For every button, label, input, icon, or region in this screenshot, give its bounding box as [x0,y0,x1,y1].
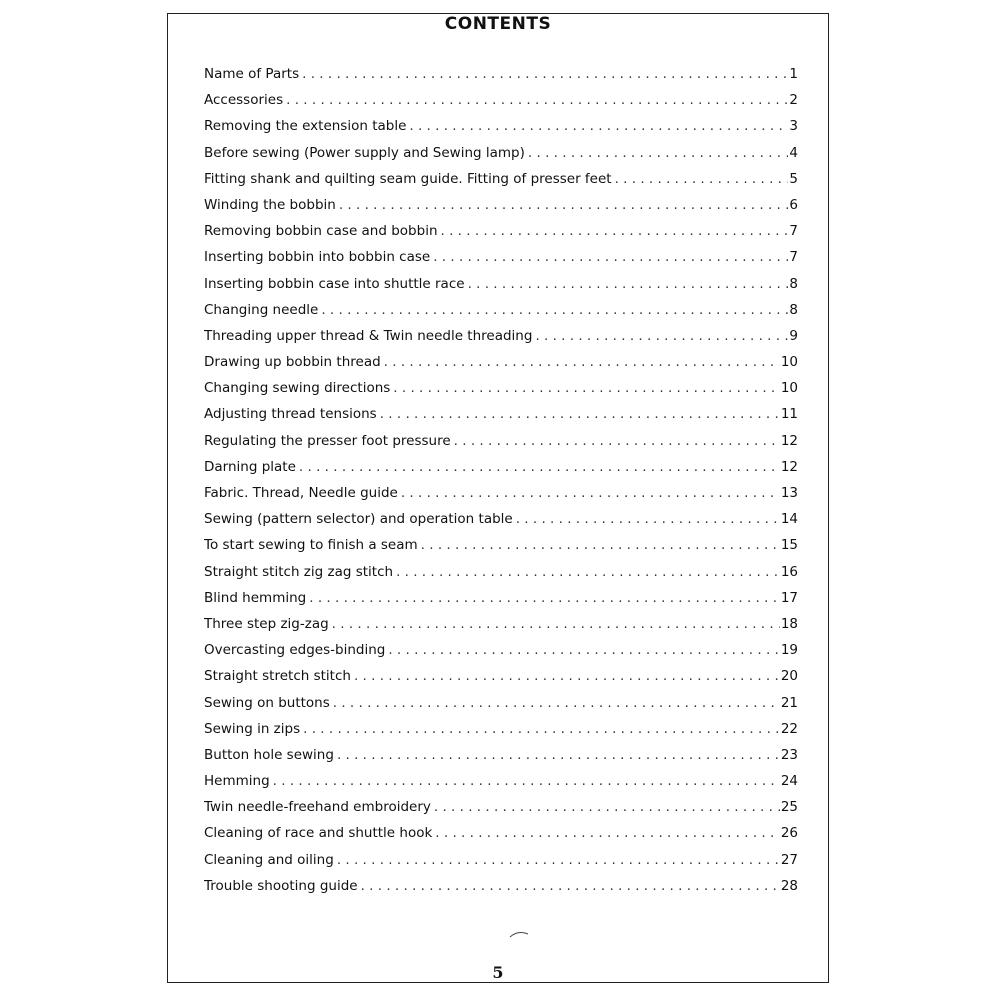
toc-dot-leader [333,695,780,711]
toc-entry-page: 2 [789,92,798,109]
toc-entry-label: To start sewing to finish a seam [204,537,418,554]
toc-entry-label: Sewing in zips [204,720,301,737]
toc-entry-page: 4 [789,144,798,161]
toc-entry [204,564,798,590]
toc-dot-leader [396,564,780,580]
toc-dot-leader [303,721,780,737]
toc-entry-label: Blind hemming [204,589,307,606]
toc-entry-page: 10 [780,354,798,371]
toc-entry-page: 9 [789,327,798,344]
toc-entry-page: 22 [780,720,798,737]
toc-entry-label: Adjusting thread tensions [204,406,377,423]
toc-dot-leader [535,328,788,344]
toc-entry-label: Trouble shooting guide [204,877,358,894]
toc-entry-page: 19 [780,642,798,659]
page-number: 5 [492,963,504,982]
toc-entry [204,354,798,380]
toc-entry-page: 6 [789,196,798,213]
toc-dot-leader [302,66,788,82]
toc-entry [204,171,798,197]
toc-entry [204,537,798,563]
toc-dot-leader [468,276,789,292]
toc-entry [204,459,798,485]
toc-entry-label: Straight stitch zig zag stitch [204,563,394,580]
toc-entry-label: Regulating the presser foot pressure [204,432,451,449]
toc-entry-label: Removing bobbin case and bobbin [204,223,438,240]
document-page [167,13,829,983]
toc-entry-label: Removing the extension table [204,118,407,135]
table-of-contents [204,66,798,904]
toc-entry [204,145,798,171]
toc-dot-leader [454,433,780,449]
toc-entry-label: Drawing up bobbin thread [204,354,381,371]
toc-entry-page: 5 [789,170,798,187]
toc-entry [204,852,798,878]
toc-entry-label: Winding the bobbin [204,196,336,213]
toc-dot-leader [380,406,780,422]
toc-dot-leader [299,459,780,475]
toc-dot-leader [361,878,780,894]
toc-entry-label: Fitting shank and quilting seam guide. Fitting of presser feet [204,170,612,187]
toc-entry-label: Changing needle [204,301,319,318]
toc-entry-page: 23 [780,746,798,763]
toc-dot-leader [321,302,788,318]
toc-dot-leader [393,380,780,396]
toc-dot-leader [434,799,780,815]
toc-entry [204,773,798,799]
toc-entry-label: Name of Parts [204,66,300,82]
toc-dot-leader [421,537,780,553]
toc-entry [204,118,798,144]
toc-dot-leader [528,145,789,161]
toc-dot-leader [337,747,780,763]
toc-entry [204,197,798,223]
toc-dot-leader [516,511,780,527]
toc-entry [204,328,798,354]
toc-entry-page: 7 [789,223,798,240]
toc-dot-leader [286,92,788,108]
toc-entry-label: Accessories [204,92,284,109]
toc-entry-page: 18 [780,615,798,632]
toc-entry-page: 13 [780,485,798,501]
toc-entry-page: 27 [780,851,798,868]
toc-dot-leader [615,171,789,187]
toc-entry [204,799,798,825]
toc-entry-label: Inserting bobbin into bobbin case [204,249,431,266]
toc-entry-label: Cleaning and oiling [204,851,334,868]
toc-entry [204,485,798,511]
toc-dot-leader [309,590,780,606]
toc-entry-page: 28 [780,877,798,894]
toc-entry-page: 16 [780,563,798,580]
toc-entry-page: 25 [780,799,798,816]
toc-entry [204,276,798,302]
toc-entry-label: Inserting bobbin case into shuttle race [204,275,465,292]
toc-entry-page: 21 [780,694,798,711]
scan-mark [508,929,532,939]
toc-entry-page: 11 [780,406,798,423]
toc-entry-label: Twin needle-freehand embroidery [204,799,431,816]
toc-entry-label: Fabric. Thread, Needle guide [204,485,398,501]
toc-entry [204,590,798,616]
toc-entry-page: 17 [780,589,798,606]
toc-dot-leader [339,197,789,213]
toc-dot-leader [332,616,780,632]
toc-entry-page: 20 [780,668,798,685]
toc-dot-leader [401,485,780,501]
toc-dot-leader [354,668,780,684]
toc-dot-leader [273,773,780,789]
toc-entry [204,380,798,406]
toc-entry [204,302,798,328]
toc-entry-label: Button hole sewing [204,746,334,763]
toc-entry-label: Sewing on buttons [204,694,330,711]
toc-dot-leader [409,118,788,134]
toc-entry [204,406,798,432]
toc-entry-page: 24 [780,773,798,790]
toc-dot-leader [433,249,788,265]
toc-entry-label: Before sewing (Power supply and Sewing lamp) [204,144,525,161]
toc-entry [204,642,798,668]
toc-entry-page: 26 [780,825,798,842]
toc-dot-leader [388,642,779,658]
toc-entry-page: 3 [789,118,798,135]
toc-entry [204,695,798,721]
toc-entry [204,66,798,92]
toc-entry-label: Hemming [204,773,270,790]
toc-entry-page: 8 [789,301,798,318]
toc-entry-label: Straight stretch stitch [204,668,351,685]
toc-entry-page: 10 [780,380,798,397]
toc-entry [204,825,798,851]
toc-entry-page: 14 [780,511,798,528]
toc-entry [204,249,798,275]
toc-entry-label: Darning plate [204,458,296,475]
toc-entry [204,92,798,118]
toc-entry [204,668,798,694]
toc-entry-label: Sewing (pattern selector) and operation table [204,511,513,528]
toc-dot-leader [441,223,789,239]
toc-entry-page: 1 [789,66,798,82]
toc-entry-page: 8 [789,275,798,292]
toc-entry-label: Three step zig-zag [204,615,329,632]
toc-entry [204,511,798,537]
toc-entry-label: Overcasting edges-binding [204,642,386,659]
toc-entry-label: Threading upper thread & Twin needle threading [204,327,533,344]
toc-dot-leader [435,825,780,841]
toc-dot-leader [337,852,780,868]
page-title: CONTENTS [444,14,552,34]
toc-entry [204,721,798,747]
toc-entry-label: Cleaning of race and shuttle hook [204,825,433,842]
toc-entry-page: 12 [780,458,798,475]
toc-entry-label: Changing sewing directions [204,380,391,397]
toc-entry-page: 15 [780,537,798,554]
toc-entry [204,747,798,773]
toc-entry-page: 12 [780,432,798,449]
toc-entry [204,433,798,459]
toc-entry [204,616,798,642]
toc-entry-page: 7 [789,249,798,266]
toc-entry [204,223,798,249]
toc-dot-leader [384,354,780,370]
toc-entry [204,878,798,904]
